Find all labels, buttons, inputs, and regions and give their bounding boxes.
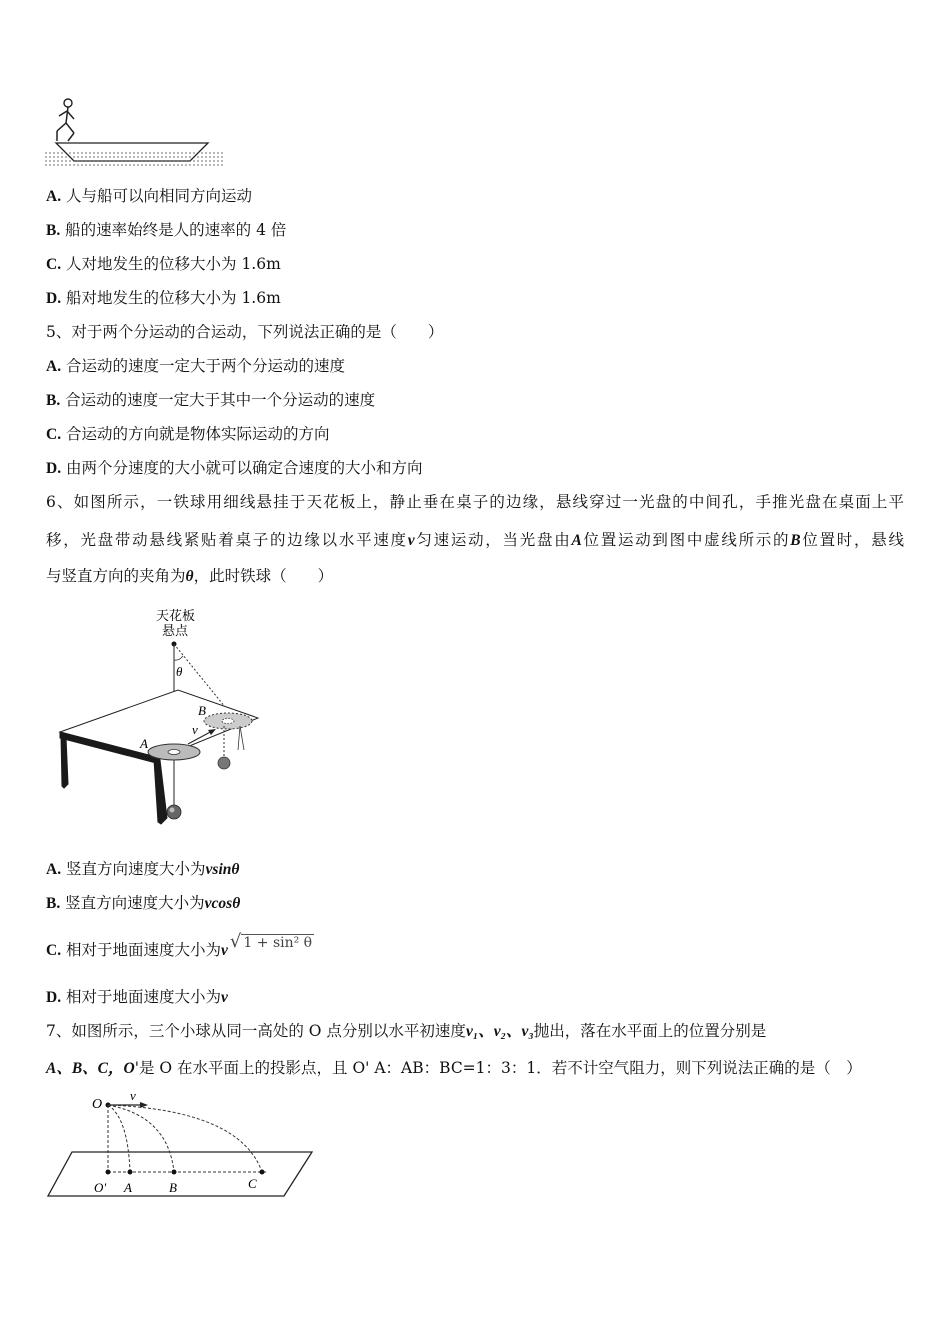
- option-letter: D.: [46, 989, 62, 1006]
- person-body: [57, 107, 74, 141]
- option-letter: C.: [46, 426, 62, 443]
- q5-stem: 5、对于两个分运动的合运动，下列说法正确的是（ ）: [46, 323, 444, 341]
- label-theta: θ: [176, 664, 183, 679]
- ball-b: [218, 757, 230, 769]
- disc-b-hole: [222, 719, 234, 724]
- sqrt-radicand: 1 + sin² θ: [243, 935, 313, 951]
- option-letter: A.: [46, 358, 62, 375]
- option-letter: C.: [46, 942, 62, 959]
- point-a: [128, 1170, 133, 1175]
- boat-hull: [56, 143, 208, 161]
- velocity-arrowhead: [140, 1102, 148, 1108]
- option-text: 人与船可以向相同方向运动: [66, 187, 253, 205]
- q6-text: 匀速运动，当光盘由: [414, 531, 572, 549]
- label-o-prime: O': [94, 1180, 107, 1195]
- option-math: vcosθ: [204, 895, 241, 912]
- label-v: v: [130, 1088, 136, 1103]
- q6-option-a: [46, 859, 239, 880]
- q7-text: 抛出，落在水平面上的位置分别是: [533, 1022, 767, 1040]
- q6-text: 位置运动到图中虚线所示的: [581, 531, 791, 549]
- option-text: 船的速率始终是人的速率的 4 倍: [65, 221, 287, 239]
- option-text: 相对于地面速度大小为: [66, 941, 222, 959]
- q4-option-c: [46, 254, 281, 275]
- label-a: A: [124, 1180, 132, 1195]
- q4-option-d: [46, 288, 281, 309]
- option-text: 船对地发生的位移大小为 1.6m: [66, 289, 281, 307]
- option-text: 人对地发生的位移大小为 1.6m: [66, 255, 281, 273]
- q5-option-c: [46, 424, 330, 445]
- option-math: v: [221, 989, 228, 1006]
- q6-text: 与竖直方向的夹角为: [46, 567, 186, 585]
- label-ceiling: 天花板: [156, 609, 196, 624]
- disc-a-hole: [168, 750, 180, 755]
- q6-text: 位置时，悬线: [800, 531, 904, 549]
- q6-stem-line1: 6、如图所示，一铁球用细线悬挂于天花板上，静止垂在桌子的边缘，悬线穿过一光盘的中间孔，手推光盘在桌面上平: [46, 493, 904, 511]
- option-letter: B.: [46, 392, 61, 409]
- option-letter: A.: [46, 188, 62, 205]
- q4-option-a: [46, 186, 252, 207]
- q6-stem-line2: [46, 530, 904, 551]
- disc-b-tripod: [238, 726, 244, 750]
- q6-stem-line3: [46, 566, 333, 587]
- option-text: 竖直方向速度大小为: [66, 860, 206, 878]
- q7-stem-line2: [46, 1058, 862, 1079]
- point-c: [260, 1170, 265, 1175]
- label-b: B: [198, 703, 206, 718]
- option-letter: C.: [46, 256, 62, 273]
- option-text: 由两个分速度的大小就可以确定合速度的大小和方向: [66, 459, 423, 477]
- q6-text: 移，光盘带动悬线紧贴着桌子的边缘以水平速度: [46, 531, 408, 549]
- option-letter: A.: [46, 861, 62, 878]
- point-o-prime: [106, 1170, 111, 1175]
- projectile-figure: [44, 1088, 324, 1203]
- ground-plane: [48, 1152, 312, 1196]
- option-text: 相对于地面速度大小为: [66, 988, 222, 1006]
- option-text: 合运动的方向就是物体实际运动的方向: [66, 425, 330, 443]
- q6-var-v: v: [407, 532, 415, 549]
- option-letter: B.: [46, 222, 61, 239]
- sqrt-sign: √: [229, 931, 242, 952]
- boat-figure: [42, 95, 232, 170]
- option-math: vsinθ: [205, 861, 240, 878]
- option-letter: D.: [46, 460, 62, 477]
- label-o: O: [92, 1097, 103, 1112]
- point-b: [172, 1170, 177, 1175]
- option-letter: D.: [46, 290, 62, 307]
- label-b: B: [169, 1180, 177, 1195]
- theta-arc: [174, 656, 183, 660]
- label-v: v: [192, 722, 198, 737]
- table-pendulum-figure: [48, 600, 288, 830]
- sqrt-expression: [230, 932, 314, 953]
- q7-stem-line1: [46, 1021, 766, 1042]
- person-head: [64, 99, 72, 107]
- q6-var-theta: θ: [185, 568, 194, 585]
- q7-text: '是 O 在水平面上的投影点，且 O' A：AB：BC=1：3：1．若不计空气阻力，则下列说法正确的是（ ）: [134, 1059, 862, 1077]
- q5-option-d: [46, 458, 423, 479]
- option-text: 合运动的速度一定大于两个分运动的速度: [66, 357, 346, 375]
- label-c: C: [248, 1176, 257, 1191]
- option-text: 合运动的速度一定大于其中一个分运动的速度: [65, 391, 376, 409]
- option-text: 竖直方向速度大小为: [65, 894, 205, 912]
- ball-a-highlight: [170, 808, 175, 813]
- option-letter: B.: [46, 895, 61, 912]
- q6-var-a: A: [571, 532, 582, 549]
- q6-option-b: [46, 893, 240, 914]
- q7-text: 7、如图所示，三个小球从同一高处的 O 点分别以水平初速度: [46, 1022, 466, 1040]
- q6-text: ，此时铁球（ ）: [193, 567, 334, 585]
- q4-option-b: [46, 220, 286, 241]
- ball-a: [167, 805, 181, 819]
- q7-velocities: v₁、v₂、v₃: [465, 1023, 534, 1040]
- label-a: A: [140, 736, 148, 751]
- q5-option-a: [46, 356, 345, 377]
- q6-option-c: [46, 931, 314, 961]
- q6-option-d: [46, 987, 228, 1008]
- q6-var-b: B: [790, 532, 801, 549]
- label-hang-point: 悬点: [162, 624, 189, 639]
- option-math: v: [221, 942, 228, 959]
- q7-points: A、B、C，O: [46, 1060, 135, 1077]
- q5-option-b: [46, 390, 375, 411]
